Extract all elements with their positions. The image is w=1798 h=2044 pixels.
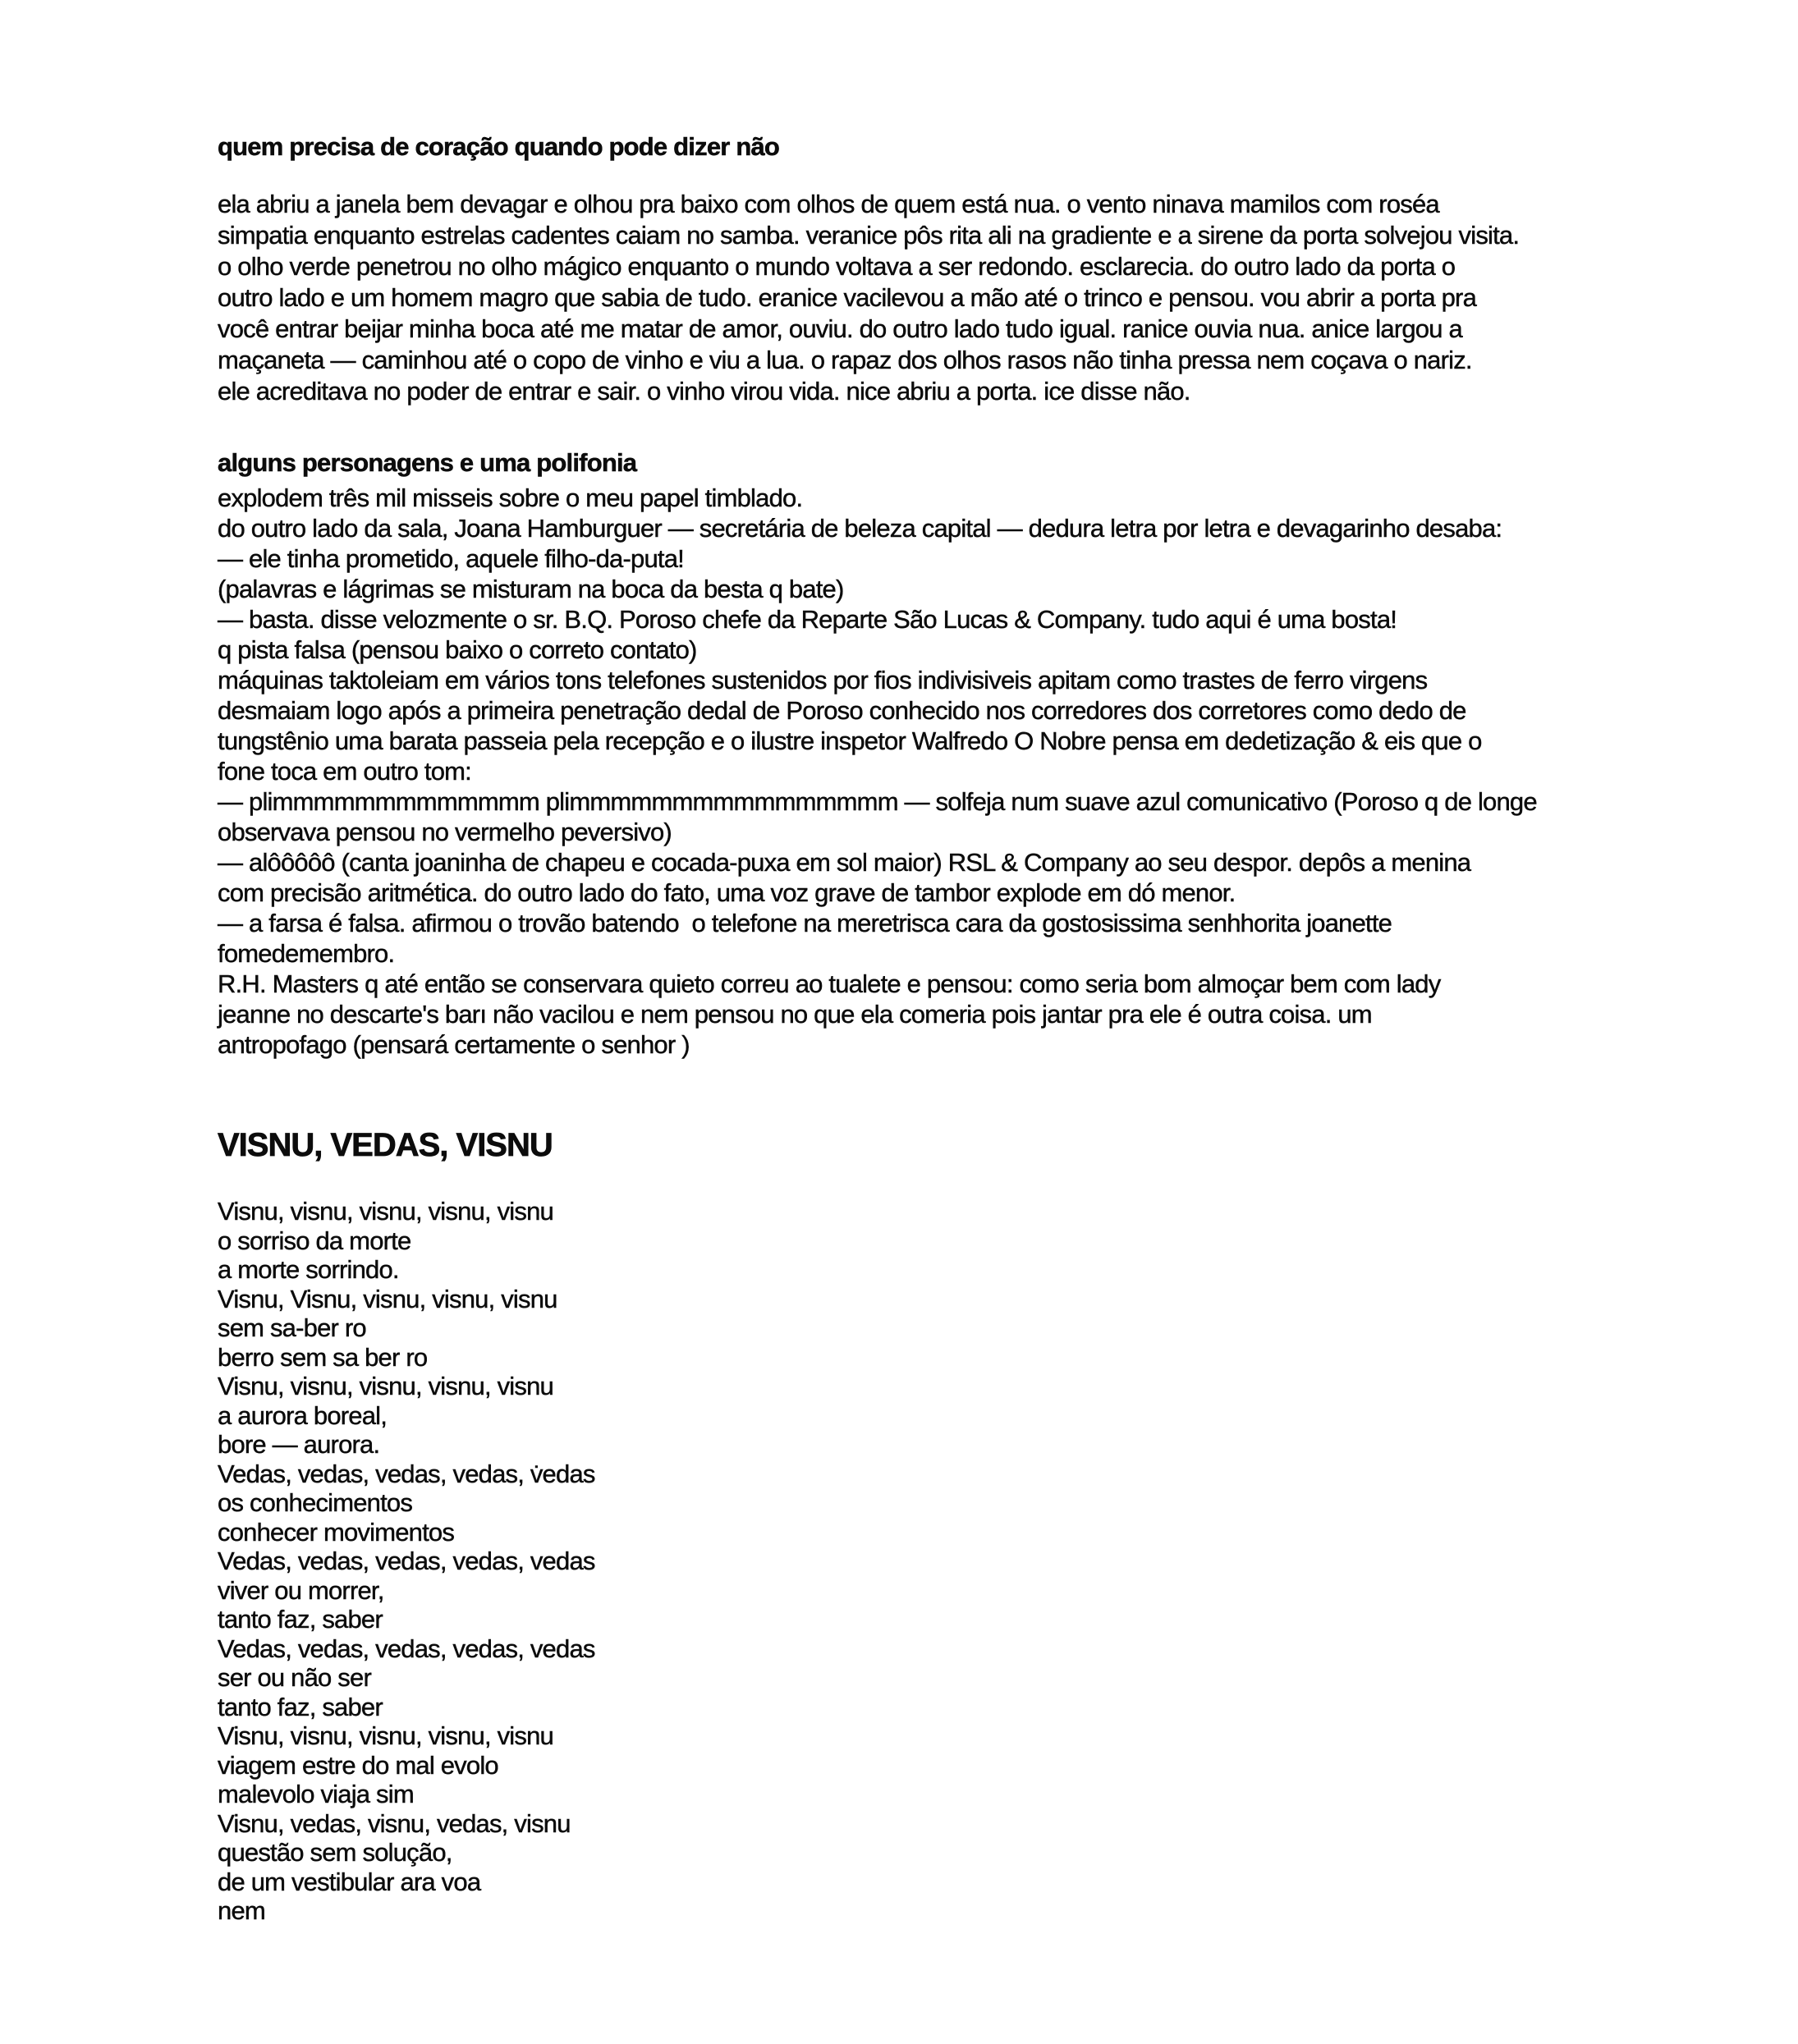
story1-paragraph: [218, 189, 1519, 407]
text-line: bore — aurora.: [218, 1430, 380, 1459]
text-line: com precisão aritmética. do outro lado do fato, uma voz grave de tambor explode em dó menor.: [218, 878, 1236, 907]
text-line: viver ou morrer,: [218, 1575, 384, 1605]
text-line: nem: [218, 1896, 265, 1925]
text-line: simpatia enquanto estrelas cadentes caiam no samba. veranice pôs rita ali na gradiente e a sirene da porta solvejou visita.: [218, 221, 1520, 250]
text-line: Visnu, Visnu, visnu, visnu, visnu: [218, 1284, 557, 1313]
text-line: Visnu, vedas, visnu, vedas, visnu: [218, 1808, 571, 1838]
text-line: R.H. Masters q até então se conservara quieto correu ao tualete e pensou: como seria bom almoçar bem com lady: [218, 969, 1441, 998]
text-line: Visnu, visnu, visnu, visnu, visnu: [218, 1197, 553, 1226]
poem-body: [218, 1197, 595, 1926]
text-line: viagem estre do mal evolo: [218, 1750, 498, 1780]
text-line: malevolo viaja sim: [218, 1780, 414, 1808]
text-line: ele acreditava no poder de entrar e sair. o vinho virou vida. nice abriu a porta. ice disse não.: [218, 377, 1190, 406]
story2-title: alguns personagens e uma polifonia: [218, 448, 637, 477]
text-line: a aurora boreal,: [218, 1400, 388, 1430]
text-line: os conhecimentos: [218, 1488, 413, 1517]
text-line: o sorriso da morte: [218, 1226, 411, 1255]
text-line: Vedas, vedas, vedas, vedas, vedas: [218, 1547, 595, 1575]
text-line: você entrar beijar minha boca até me matar de amor, ouviu. do outro lado tudo igual. ranice ouvia nua. anice largou a: [218, 314, 1462, 343]
text-line: de um vestibular ara voa: [218, 1867, 481, 1896]
text-line: explodem três mil misseis sobre o meu papel timblado.: [218, 484, 803, 512]
text-line: o olho verde penetrou no olho mágico enquanto o mundo voltava a ser redondo. esclarecia. do outro lado da porta o: [218, 252, 1456, 281]
text-line: ela abriu a janela bem devagar e olhou pra baixo com olhos de quem está nua. o vento ninava mamilos com roséa: [218, 190, 1439, 218]
text-line: antropofago (pensará certamente o senhor ): [218, 1030, 690, 1059]
text-line: sem sa-ber ro: [218, 1313, 366, 1342]
text-line: — plimmmmmmmmmmmmm plimmmmmmmmmmmmmmmm — solfeja num suave azul comunicativo (Poroso q de longe: [218, 787, 1537, 816]
text-line: desmaiam logo após a primeira penetração dedal de Poroso conhecido nos corredores dos corretores como dedo de: [218, 696, 1466, 725]
text-line: Vedas, vedas, vedas, vedas, v̇edas: [218, 1459, 595, 1488]
text-line: ser ou não ser: [218, 1663, 371, 1692]
text-line: q pista falsa (pensou baixo o correto contato): [218, 635, 697, 664]
text-line: — basta. disse velozmente o sr. B.Q. Poroso chefe da Reparte São Lucas & Company. tudo aqui é uma bosta!: [218, 605, 1397, 634]
story1-title: quem precisa de coração quando pode dizer não: [218, 132, 780, 161]
text-line: Visnu, visnu, visnu, visnu, visnu: [218, 1721, 553, 1750]
text-line: máquinas taktoleiam em vários tons telefones sustenidos por fios indivisiveis apitam como trastes de ferro virgens: [218, 666, 1428, 694]
text-line: do outro lado da sala, Joana Hamburguer — secretária de beleza capital — dedura letra por letra e devagarinho desaba:: [218, 514, 1502, 543]
text-line: fone toca em outro tom:: [218, 757, 471, 786]
text-line: maçaneta — caminhou até o copo de vinho e viu a lua. o rapaz dos olhos rasos não tinha pressa nem coçava o nariz.: [218, 346, 1472, 374]
text-line: a morte sorrindo.: [218, 1255, 399, 1284]
story2-paragraph: [218, 483, 1537, 1060]
text-line: questão sem solução,: [218, 1838, 452, 1867]
text-line: Vedas, vedas, vedas, vedas, vedas: [218, 1634, 595, 1663]
text-line: conhecer movimentos: [218, 1517, 455, 1547]
text-line: fomedemembro.: [218, 939, 395, 968]
text-line: tanto faz, saber: [218, 1605, 383, 1634]
text-line: jeanne no descarte's barı não vacilou e nem pensou no que ela comeria pois jantar pra ele é outra coisa. um: [218, 1000, 1372, 1029]
text-line: — alôôôôô (canta joaninha de chapeu e cocada-puxa em sol maior) RSL & Company ao seu despor. depôs a menina: [218, 848, 1471, 877]
text-line: — a farsa é falsa. afirmou o trovão batendo o telefone na meretrisca cara da gostosissima senhhorita joanette: [218, 909, 1392, 937]
text-line: tanto faz, saber: [218, 1692, 383, 1721]
text-line: — ele tinha prometido, aquele filho-da-puta!: [218, 544, 684, 573]
text-line: outro lado e um homem magro que sabia de tudo. eranice vacilevou a mão até o trinco e pensou. vou abrir a porta pra: [218, 283, 1477, 312]
text-line: Visnu, visnu, visnu, visnu, visnu: [218, 1372, 553, 1400]
text-line: berro sem sa ber ro: [218, 1342, 428, 1372]
text-line: observava pensou no vermelho peversivo): [218, 818, 672, 846]
poem-title: VISNU, VEDAS, VISNU: [218, 1127, 553, 1163]
text-line: (palavras e lágrimas se misturam na boca da besta q bate): [218, 575, 844, 603]
text-line: tungstênio uma barata passeia pela recepção e o ilustre inspetor Walfredo O Nobre pensa em dedetização & eis que o: [218, 726, 1482, 755]
